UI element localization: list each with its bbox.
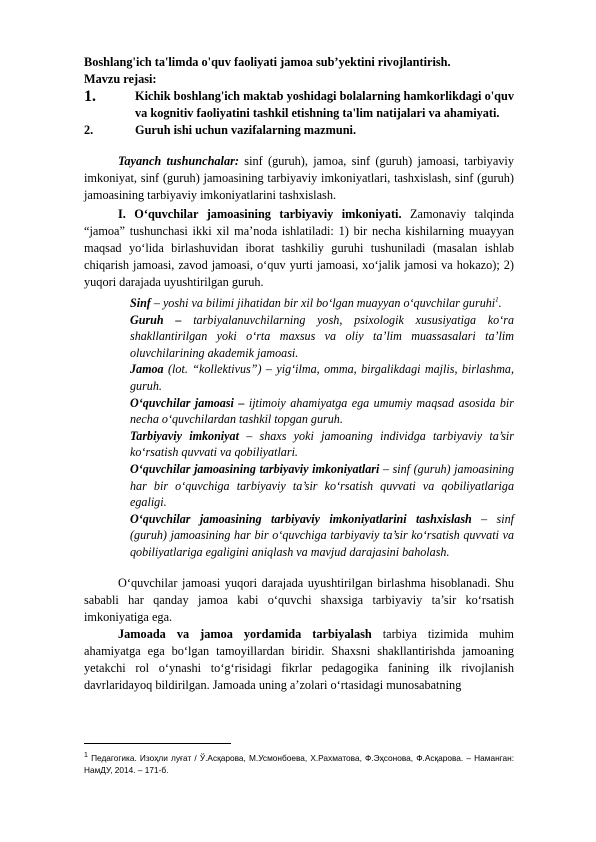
definition-term: Jamoa (130, 362, 164, 377)
section-1-heading: I. O‘quvchilar jamoasining tarbiyaviy imkoniyati. (118, 207, 402, 221)
document-page (84, 44, 514, 694)
section-1-text: Zamonaviy talqinda “jamoa” tushunchasi ikki xil ma’noda ishlatiladi: 1) bir necha kishilarning muayyan maqsad yo‘lida birlashuvidan iborat tashkiliy guruhi tushuniladi (masalan ishlab chiqarish jamoasi, zavod jamoasi, o‘quv yurti jamoasi, xo‘jalik jamosi va hokazo); 2) yuqori darajada uyushtirilgan guruh. (84, 207, 515, 289)
footnote (84, 752, 514, 776)
body-paragraph: O‘quvchilar jamoasi yuqori darajada uyushtirilgan birlashma hisoblanadi. Shu sababli har qanday jamoa kabi o‘quvchi shaxsiga tarbiyaviy ta’sir ko‘rsatish imkoniyatiga ega. (84, 575, 514, 624)
definition-text: tarbiyalanuvchilarning yosh, psixologik xususiyatiga ko‘ra shakllantirilgan yoki o‘rta maxsus va oliy ta’lim muassasalari ta’lim oluvchilarining akademik jamoasi. (130, 312, 514, 360)
definition-text: – yoshi va bilimi jihatidan bir xil bo‘lgan muayyan o‘quvchilar guruhi (150, 296, 496, 310)
footnote-ref[interactable]: 1 (495, 295, 499, 304)
plan-item (84, 122, 514, 139)
definition-term: Guruh – (130, 312, 182, 327)
definition-term: Sinf (130, 296, 151, 310)
key-concepts-text: sinf (guruh), jamoa, sinf (guruh) jamoasi, tarbiyaviy imkoniyat, sinf (guruh) jamoasining tarbiyaviy imkoniyatlari, tashxislash, sinf (guruh) jamoasining tarbiyaviy imkoniyatlarini tashxislash. (84, 154, 515, 202)
definition-end: . (498, 296, 502, 310)
body-paragraph (84, 626, 514, 694)
definition-item (130, 312, 514, 362)
topic-title: Boshlang'ich ta'limda o'quv faoliyati jamoa sub’yektini rivojlantirish. (84, 55, 451, 69)
footnote-number: 1 (84, 752, 88, 760)
definition-item (130, 361, 514, 394)
definition-text: – sinf (guruh) jamoasining har bir o‘quvchiga tarbiyaviy ta’sir ko‘rsatish quvvati va qobiliyatlariga egaligi. (130, 461, 514, 510)
definition-text: – shaxs yoki jamoaning individga tarbiyaviy ta’sir ko‘rsatish quvvati va qobiliyatlari. (130, 428, 514, 460)
definition-item (130, 295, 514, 312)
definition-text: ijtimoiy ahamiyatga ega umumiy maqsad asosida bir necha o‘quvchilardan tashkil topgan guruh. (130, 395, 514, 427)
definition-item (130, 395, 514, 428)
body-emphasis: Jamoada va jamoa yordamida tarbiyalash (118, 626, 372, 641)
definition-item (130, 428, 514, 461)
plan-item-text: Kichik boshlang'ich maktab yoshidagi bolalarning hamkorlikdagi o'quv va kognitiv faoliyatini tashkil etishning ta'lim natijalari va ahamiyati. (135, 89, 514, 120)
definition-term: O‘quvchilar jamoasining tarbiyaviy imkoniyatlari (130, 461, 380, 476)
footnote-separator (84, 743, 231, 744)
body-text: tarbiya tizimida muhim ahamiyatga ega bo‘lgan tamoyillardan biridir. Shaxsni shakllantirishda jamoaning yetakchi rol o‘ynashi to‘g‘risidagi fikrlar pedagogika fanining ilk rivojlanish davrlaridayoq bildirilgan. Jamoada uning a’zolari o‘rtasidagi munosabatning (84, 626, 514, 692)
definition-term: Tarbiyaviy imkoniyat (130, 428, 239, 443)
plan-item-number: 1. (84, 88, 96, 105)
plan-item-text: Guruh ishi uchun vazifalarning mazmuni. (135, 123, 357, 137)
section-1-paragraph (84, 206, 514, 291)
definition-item (130, 511, 514, 561)
definition-text: – sinf (guruh) jamoasining har bir o‘quvchiga tarbiyaviy ta’sir ko‘rsatish quvvati va qobiliyatlariga egaligini aniqlash va mavjud darajasini baholash. (130, 511, 514, 559)
plan-item (84, 88, 514, 122)
key-concepts-paragraph (84, 153, 514, 204)
definition-term: O‘quvchilar jamoasi – (130, 395, 245, 410)
definition-text: (lot. “kollektivus”) – yig‘ilma, omma, birgalikdagi majlis, birlashma, guruh. (130, 362, 514, 393)
footnote-text: Педагогика. Изоҳли луғат / Ў.Асқарова, М.Усмонбоева, Х.Рахматова, Ф.Эҳсонова, Ф.Асқарова. – Наманган: НамДУ, 2014. – 171-б. (84, 753, 514, 775)
plan-item-number: 2. (84, 123, 94, 137)
definitions-list (130, 295, 514, 561)
definition-item (130, 461, 514, 511)
plan-label: Mavzu rejasi: (84, 72, 157, 86)
definition-term: O‘quvchilar jamoasining tarbiyaviy imkoniyatlarini tashxislash (130, 511, 472, 526)
key-concepts-label: Tayanch tushunchalar: (118, 154, 240, 168)
